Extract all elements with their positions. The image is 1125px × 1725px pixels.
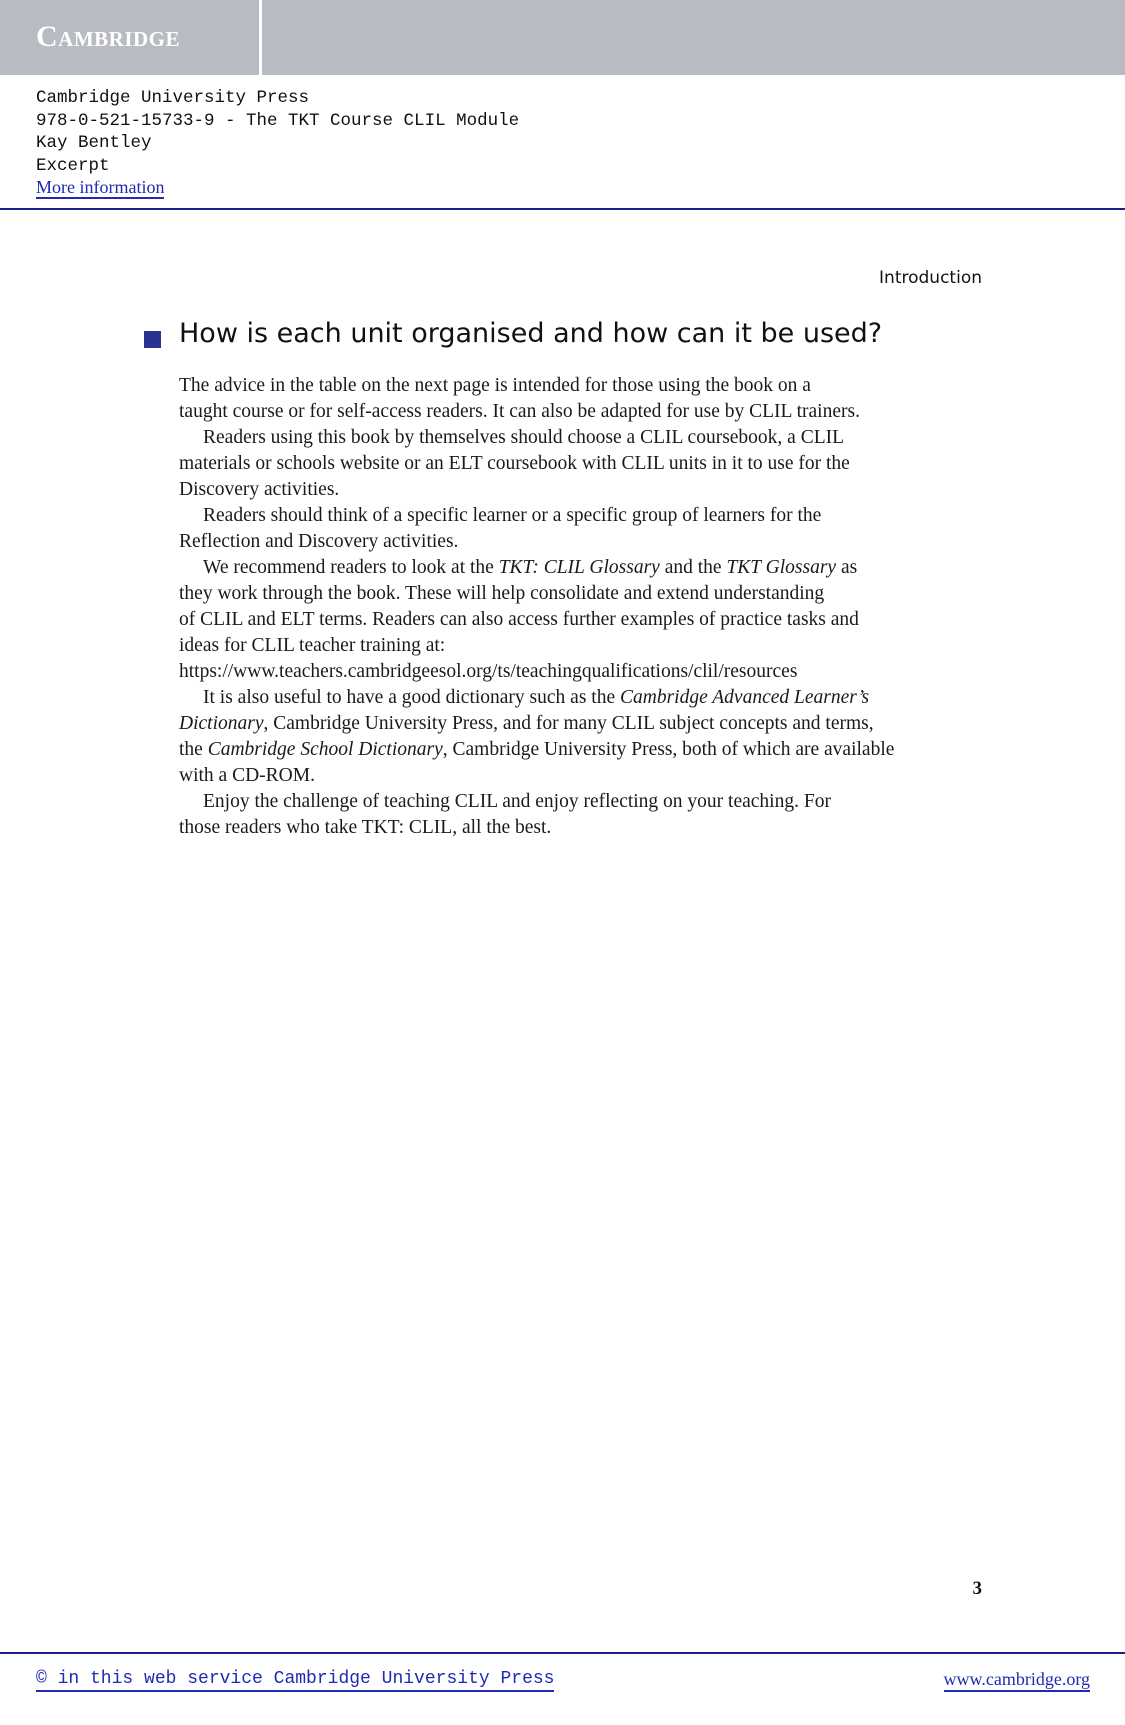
text-line: Readers using this book by themselves should choose a CLIL coursebook, a CLIL	[203, 427, 845, 448]
text-run: , Cambridge University Press, and for many CLIL subject concepts and terms,	[263, 713, 874, 734]
text-run: It is also useful to have a good dictionary such as the	[203, 687, 620, 708]
text-line	[179, 555, 984, 581]
text-line: materials or schools website or an ELT coursebook with CLIL units in it to use for the	[179, 453, 850, 474]
text-line: Readers should think of a specific learner or a specific group of learners for the	[203, 505, 822, 526]
text-line: Enjoy the challenge of teaching CLIL and enjoy reflecting on your teaching. For	[203, 791, 831, 812]
paragraph-5	[179, 685, 984, 789]
text-line: Discovery activities.	[179, 479, 340, 500]
running-head: Introduction	[879, 268, 982, 288]
text-line	[179, 685, 984, 711]
section-heading: How is each unit organised and how can it be used?	[179, 318, 883, 349]
text-line: with a CD-ROM.	[179, 765, 315, 786]
paragraph-4	[179, 555, 984, 685]
publisher-line: Cambridge University Press	[36, 88, 310, 108]
dictionary-title: Dictionary	[179, 713, 264, 734]
page-number: 3	[972, 1578, 982, 1599]
paragraph-6	[179, 789, 984, 841]
text-line: those readers who take TKT: CLIL, all the best.	[179, 817, 552, 838]
body-text	[179, 373, 984, 841]
glossary-title: TKT Glossary	[726, 557, 837, 578]
section-bullet-icon	[144, 331, 161, 348]
text-line: they work through the book. These will help consolidate and extend understanding	[179, 583, 825, 604]
isbn-title-line: 978-0-521-15733-9 - The TKT Course CLIL Module	[36, 110, 520, 131]
paragraph-3	[179, 503, 984, 555]
banner-divider	[259, 0, 262, 75]
footer-rule	[0, 1652, 1125, 1654]
text-line: of CLIL and ELT terms. Readers can also access further examples of practice tasks and	[179, 609, 859, 630]
author-line: Kay Bentley	[36, 133, 152, 153]
website-link[interactable]: www.cambridge.org	[944, 1668, 1090, 1692]
text-run: , Cambridge University Press, both of which are available	[442, 739, 895, 760]
more-information-link[interactable]: More information	[36, 177, 165, 197]
dictionary-title: Cambridge School Dictionary	[207, 739, 443, 760]
paragraph-1	[179, 373, 984, 425]
text-line: The advice in the table on the next page is intended for those using the book on a	[179, 375, 811, 396]
text-run: as	[836, 557, 858, 578]
resources-url: https://www.teachers.cambridgeesol.org/ts/teachingqualifications/clil/resources	[179, 661, 798, 682]
text-line: taught course or for self-access readers. It can also be adapted for use by CLIL trainers.	[179, 401, 860, 422]
glossary-title: TKT: CLIL Glossary	[498, 557, 660, 578]
book-metadata	[36, 87, 519, 201]
text-line	[179, 737, 984, 763]
text-line: Reflection and Discovery activities.	[179, 531, 459, 552]
text-line: ideas for CLIL teacher training at:	[179, 635, 446, 656]
header-banner	[0, 0, 1125, 75]
text-run: We recommend readers to look at the	[203, 557, 499, 578]
text-run: and the	[659, 557, 727, 578]
text-line	[179, 711, 984, 737]
cambridge-logo: Cambridge	[36, 20, 181, 53]
header-rule	[0, 208, 1125, 210]
paragraph-2	[179, 425, 984, 503]
excerpt-label: Excerpt	[36, 155, 110, 176]
dictionary-title: Cambridge Advanced Learner’s	[619, 687, 870, 708]
copyright-link[interactable]: © in this web service Cambridge University Press	[36, 1668, 554, 1692]
text-run: the	[179, 739, 208, 760]
